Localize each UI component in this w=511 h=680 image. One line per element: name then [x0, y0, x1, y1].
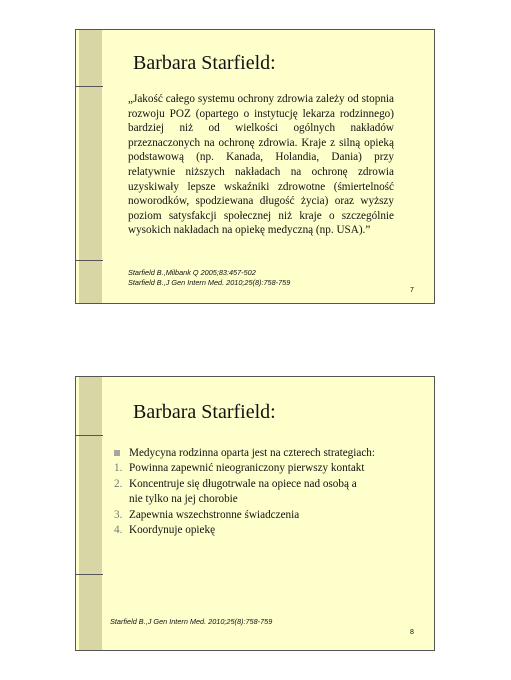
list-number: 2.	[114, 477, 123, 490]
slide-divider-line	[76, 435, 103, 436]
list-item	[114, 508, 375, 523]
list-item-text: Koordynuje opiekę	[129, 524, 216, 537]
list-item	[114, 523, 375, 538]
list-item-text: Medycyna rodzinna oparta jest na czterech strategiach:	[129, 447, 376, 459]
citation: Starfield B.,J Gen Intern Med. 2010;25(8):758-759	[110, 617, 273, 626]
slide-divider-line	[76, 260, 103, 261]
list-item-text: Koncentruje się długotrwale na opiece nad osobą a	[129, 477, 357, 490]
citation: Starfield B.,J Gen Intern Med. 2010;25(8):758-759	[128, 278, 291, 287]
strategy-list	[114, 446, 375, 538]
list-number: 1.	[114, 462, 123, 475]
list-number: 3.	[114, 508, 123, 521]
list-item-continuation	[114, 492, 375, 507]
slide-side-bar	[79, 377, 102, 650]
page-number: 8	[410, 629, 414, 636]
slide-1	[75, 29, 435, 304]
list-item	[114, 477, 375, 492]
list-item	[114, 461, 375, 476]
page-number: 7	[410, 287, 414, 294]
bullet-square-icon	[114, 446, 129, 461]
list-item	[114, 446, 375, 461]
slide-divider-line	[76, 86, 103, 87]
list-item-text: Zapewnia wszechstronne świadczenia	[129, 508, 300, 521]
list-item-text: Powinna zapewnić nieograniczony pierwszy kontakt	[129, 462, 365, 475]
list-item-text: nie tylko na jej chorobie	[129, 493, 238, 506]
slide-side-bar	[79, 30, 102, 303]
slide-title: Barbara Starfield:	[133, 401, 276, 423]
citation: Starfield B.,Milbank Q 2005;83:457-502	[128, 268, 256, 277]
quote-text: „Jakość całego systemu ochrony zdrowia zależy od stopnia rozwoju POZ (opartego o instytucję lekarza rodzinnego) bardziej niż od wielkości ogólnych nakładów przeznaczonych na ochronę zdrowia. Kraje z silną opieką podstawową (np. Kanada, Holandia, Dania) przy relatywnie niższych nakładach na ochronę zdrowia uzyskiwały lepsze wskaźniki zdrowotne (śmiertelność noworodków, spodziewana długość życia) oraz wyższy poziom satysfakcji społecznej niż kraje o szczególnie wysokich nakładach na opiekę medyczną (np. USA).”	[128, 93, 394, 237]
slide-divider-line	[76, 574, 103, 575]
slide-2	[75, 376, 435, 651]
slide-title: Barbara Starfield:	[133, 52, 276, 74]
list-number: 4.	[114, 524, 123, 537]
